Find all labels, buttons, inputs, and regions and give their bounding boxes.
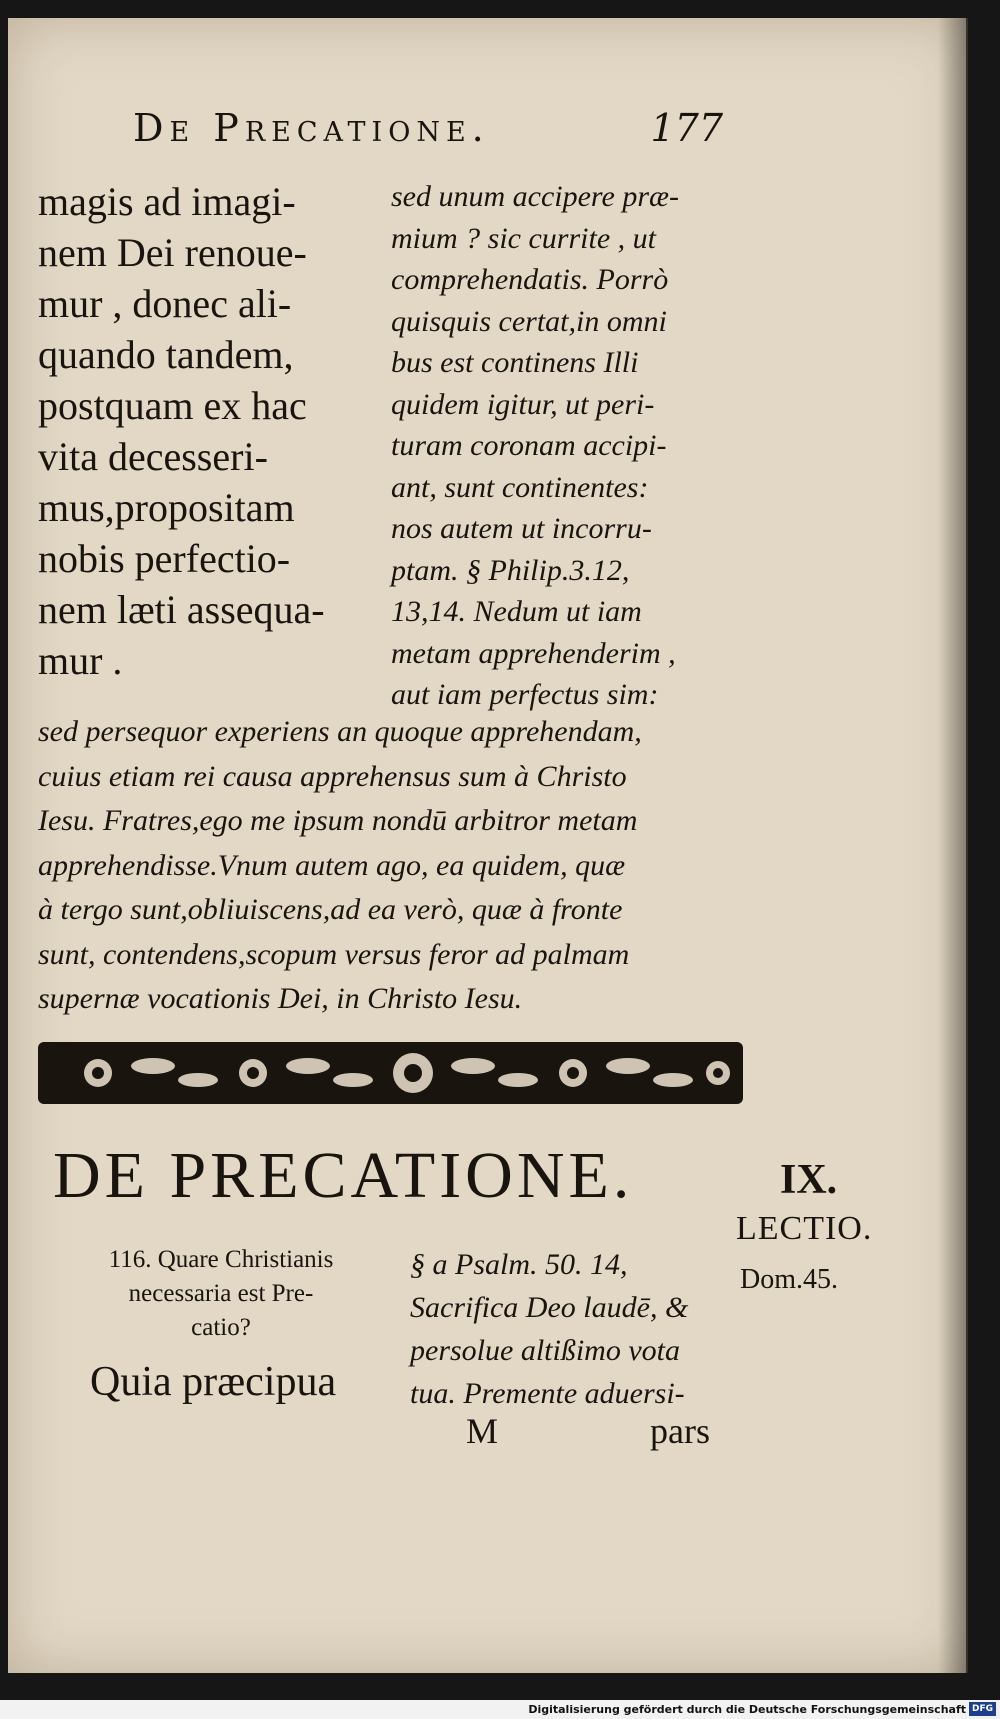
text-line: sed unum accipere præ- [391,180,679,213]
text-line: aut iam perfectus sim: [391,678,659,711]
text-line: Iesu. Fratres,ego me ipsum nondū arbitror metam [38,804,638,837]
text-line: turam coronam accipi- [391,429,667,462]
text-line: quando tandem, [38,332,294,377]
book-page [8,18,968,1673]
text-line: nem læti assequa- [38,587,325,632]
running-head-title: De Precatione. [133,106,490,150]
full-width-paragraph [38,710,728,1022]
text-line: 13,14. Nedum ut iam [391,595,642,628]
text-line: ptam. § Philip.3.12, [391,553,630,587]
section-title: DE PRECATIONE. [53,1139,634,1212]
text-line: quisquis certat,in omni [391,304,667,338]
text-line: persolue altißimo vota [410,1334,680,1367]
footer-credit: Digitalisierung gefördert durch die Deutsche Forschungsgemeinschaft [528,1703,966,1716]
text-line: à tergo sunt,obliuiscens,ad ea verò, quæ à fronte [38,893,623,926]
text-line: sed persequor experiens an quoque apprehendam, [38,715,642,748]
signature-mark: M [466,1411,499,1451]
text-line: sunt, contendens,scopum versus feror ad palmam [38,937,630,971]
page-number: 177 [650,106,723,150]
text-line: tua. Premente aduersi- [410,1377,685,1410]
text-line: quidem igitur, ut peri- [391,387,655,421]
section-number: IX. [780,1157,838,1203]
text-line: catio? [191,1314,251,1341]
text-line: ant, sunt continentes: [391,470,649,504]
text-line: nem Dei renoue- [38,230,307,275]
digitization-footer [0,1700,1000,1719]
text-line: mur , donec ali- [38,281,292,326]
ornamental-band [38,1038,743,1108]
dfg-logo: DFG [969,1702,996,1716]
catchword: pars [650,1411,710,1451]
text-line: metam apprehenderim , [391,636,676,670]
text-line: postquam ex hac [38,383,307,428]
text-line: § a Psalm. 50. 14, [410,1248,628,1281]
text-line: nos autem ut incorru- [391,512,652,545]
text-line: bus est continens Illi [391,346,639,379]
text-line: vita decesseri- [38,434,268,479]
text-line: mur . [38,638,123,683]
text-line: Sacrifica Deo laudē, & [410,1291,689,1324]
text-line: supernæ vocationis Dei, in Christo Iesu. [38,982,523,1015]
left-column [38,176,368,686]
psalm-citation [410,1243,740,1415]
text-line: cuius etiam rei causa apprehensus sum à Christo [38,759,627,793]
text-line: 116. Quare Christianis [108,1246,334,1273]
text-line: apprehendisse.Vnum autem ago, ea quidem, quæ [38,848,626,882]
right-column [391,176,716,716]
question-heading [56,1243,386,1345]
text-line: mium ? sic currite , ut [391,221,656,255]
running-head [133,106,723,156]
text-line: mus,propositam [38,485,295,530]
lectio-label: LECTIO. [736,1210,873,1247]
text-line: nobis perfectio- [38,536,291,581]
text-line: necessaria est Pre- [128,1280,314,1307]
answer-start: Quia præcipua [90,1359,337,1405]
dominica-reference: Dom.45. [740,1264,838,1295]
text-line: comprehendatis. Porrò [391,263,669,296]
text-line: magis ad imagi- [38,179,296,224]
